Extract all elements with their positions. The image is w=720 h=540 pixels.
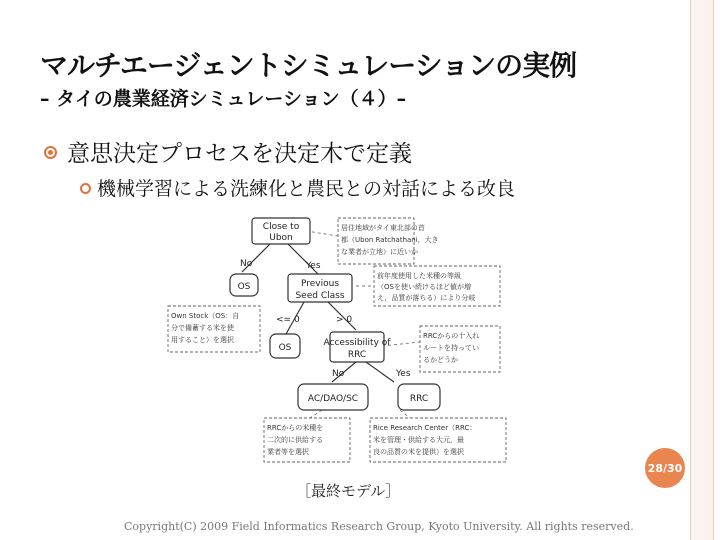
- node-seed-line2: Seed Class: [295, 291, 345, 301]
- edge-label-no1: No: [240, 259, 253, 269]
- note-own-stock-line3: 用すること）を選択: [171, 336, 234, 344]
- bullet-level1: [44, 135, 412, 168]
- bullet-circle-icon: [44, 146, 57, 159]
- node-seed-line1: Previous: [300, 279, 340, 289]
- bullet-ring-icon: [80, 183, 91, 194]
- bullet-level2-text: 機械学習による洗練化と農民との対話による改良: [97, 178, 516, 200]
- node-close-line2: Ubon: [269, 233, 293, 243]
- note-location-line1: 居住地域がタイ東北部の首: [341, 224, 425, 232]
- connector-rrc-center: [400, 410, 410, 418]
- node-rrc-access-line1: Accessibility of: [323, 338, 391, 348]
- edge-label-no2: No: [332, 369, 345, 379]
- note-location-line2: 都（Ubon Ratchathani，大き: [341, 236, 439, 244]
- note-rrc-route-line1: RRCからの十入れ: [423, 332, 480, 340]
- note-rrc-center-line2: 米を管理・供給する大元，最: [373, 436, 464, 444]
- node-rrc-access-line2: RRC: [347, 350, 367, 360]
- note-own-stock-line1: Own Stock（OS：自: [171, 312, 240, 320]
- diagram-caption: ［最終モデル］: [296, 482, 401, 500]
- note-rrc-alt-line1: RRCからの米種を: [267, 424, 324, 432]
- copyright-footer: Copyright(C) 2009 Field Informatics Research Group, Kyoto University. All rights reserved.: [124, 520, 634, 533]
- page-number-badge: 28/30: [645, 448, 685, 488]
- edge-label-yes1: Yes: [306, 261, 321, 271]
- slide-title: マルチエージェントシミュレーションの実例: [40, 49, 577, 82]
- note-seed-line3: え，品質が落ちる）により分岐: [377, 294, 476, 302]
- note-rrc-alt-line3: 業者等を選択: [267, 448, 309, 456]
- note-rrc-route-line2: ルートを持ってい: [423, 344, 479, 352]
- decorative-side-stripe: [690, 0, 714, 540]
- edge-rrc-yes: [366, 362, 394, 382]
- edge-label-le0: <= 0: [276, 315, 300, 325]
- edge-label-yes2: Yes: [396, 369, 411, 379]
- note-rrc-alt-line2: 二次的に供給する: [267, 436, 323, 444]
- note-seed-line2: （OSを使い続けるほど値が増: [377, 283, 471, 291]
- note-location-line3: な業者が立地）に近いか: [341, 248, 418, 256]
- edge-label-gt0: > 0: [336, 315, 353, 325]
- note-rrc-center-line3: 良の品質の米を提供）を選択: [373, 448, 464, 456]
- slide-subtitle: – タイの農業経済シミュレーション（４）–: [40, 88, 407, 110]
- node-close-line1: Close to: [262, 222, 300, 232]
- node-os-top-text: OS: [237, 282, 251, 292]
- note-own-stock-line2: 分で備蓄する米を使: [171, 324, 234, 332]
- note-seed-line1: 前年度使用した米種の等級: [377, 272, 461, 280]
- connector-rrc-alt: [310, 410, 322, 418]
- note-rrc-center-line1: Rice Research Center（RRC：: [373, 424, 477, 432]
- bullet-level2: [80, 174, 515, 201]
- bullet-level1-text: 意思決定プロセスを決定木で定義: [67, 141, 412, 167]
- node-os-mid-text: OS: [278, 343, 292, 353]
- decision-tree-diagram: [160, 210, 520, 470]
- node-rrc-text: RRC: [409, 394, 429, 404]
- node-ac-dao-sc-text: AC/DAO/SC: [307, 394, 359, 404]
- note-rrc-route-line3: るかどうか: [423, 356, 458, 364]
